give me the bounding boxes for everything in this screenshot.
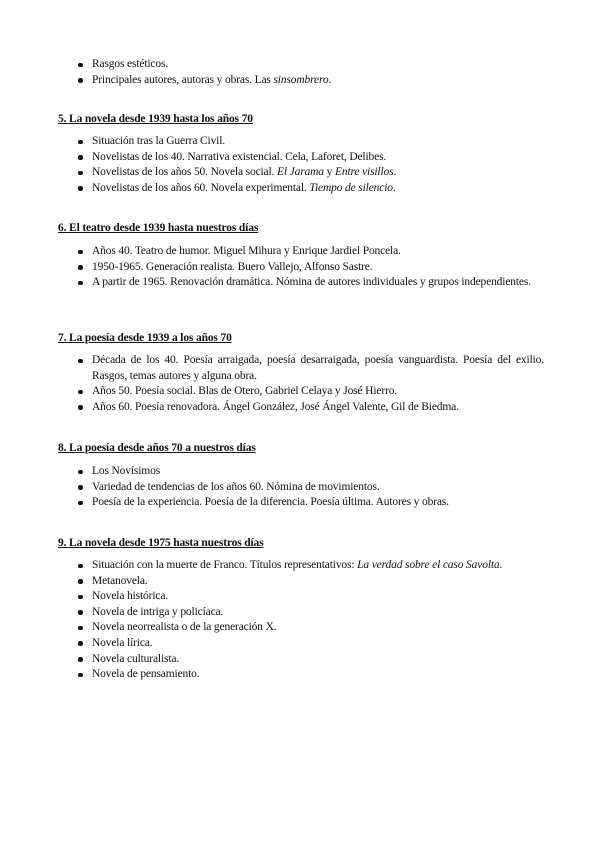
bullet-icon bbox=[78, 579, 83, 584]
list-item bbox=[78, 574, 544, 590]
list-item bbox=[78, 667, 544, 683]
item-text: Novelistas de los 40. Narrativa existencial. Cela, Laforet, Delibes. bbox=[92, 150, 387, 163]
bullet-icon bbox=[78, 595, 83, 600]
item-text-after: . bbox=[499, 559, 503, 571]
bullet-icon bbox=[78, 673, 83, 678]
section-list bbox=[78, 134, 544, 196]
list-item bbox=[78, 150, 544, 166]
section-list bbox=[78, 244, 544, 291]
item-text-after: . bbox=[392, 181, 396, 194]
item-italic-text: Entre visillos bbox=[334, 166, 394, 179]
section-heading: 6. El teatro desde 1939 hasta nuestros días bbox=[58, 222, 259, 234]
list-item bbox=[78, 244, 544, 260]
list-item bbox=[78, 353, 544, 384]
list-item bbox=[78, 589, 544, 605]
bullet-icon bbox=[78, 501, 83, 506]
list-item bbox=[78, 73, 544, 89]
list-item bbox=[78, 620, 544, 636]
item-text: Situación con la muerte de Franco. Títulos representativos: bbox=[92, 559, 358, 571]
item-text: Rasgos estéticos. bbox=[92, 58, 169, 70]
list-item bbox=[78, 400, 544, 416]
item-text-mid: y bbox=[323, 166, 335, 179]
item-text-after: . bbox=[328, 73, 332, 86]
item-italic-text: sinsombrero bbox=[273, 73, 329, 86]
item-text: Década de los 40. Poesía arraigada, poesía desarraigada, poesía vanguardista. Poesía del exilio. Rasgos, temas autores y alguna obra. bbox=[92, 354, 544, 382]
item-text: Novela neorrealista o de la generación X. bbox=[92, 621, 277, 634]
item-text: Novelistas de los años 50. Novela social. bbox=[92, 166, 278, 179]
bullet-icon bbox=[78, 265, 83, 270]
item-text: Años 50. Poesía social. Blas de Otero, Gabriel Celaya y José Hierro. bbox=[92, 385, 398, 398]
bullet-icon bbox=[78, 610, 83, 615]
bullet-icon bbox=[78, 626, 83, 631]
item-text: Novela de pensamiento. bbox=[92, 668, 200, 681]
bullet-icon bbox=[78, 641, 83, 646]
list-item bbox=[78, 636, 544, 652]
item-text-after: . bbox=[393, 166, 397, 179]
list-item bbox=[78, 181, 544, 197]
list-item bbox=[78, 260, 544, 276]
item-text: Novela culturalista. bbox=[92, 652, 180, 665]
section-heading: 9. La novela desde 1975 hasta nuestros días bbox=[58, 537, 264, 549]
list-item bbox=[78, 652, 544, 668]
bullet-icon bbox=[78, 63, 83, 68]
section-heading: 8. La poesía desde años 70 a nuestros días bbox=[58, 442, 256, 454]
item-text: Principales autores, autoras y obras. Las bbox=[92, 73, 274, 86]
bullet-icon bbox=[78, 359, 83, 364]
section-heading: 7. La poesía desde 1939 a los años 70 bbox=[58, 332, 232, 344]
bullet-icon bbox=[78, 485, 83, 490]
item-italic-text: Tiempo de silencio bbox=[309, 181, 393, 194]
bullet-icon bbox=[78, 155, 83, 160]
list-item bbox=[78, 464, 544, 480]
item-text: Novela histórica. bbox=[92, 590, 169, 603]
bullet-icon bbox=[78, 250, 83, 255]
list-item bbox=[78, 605, 544, 621]
section-list bbox=[78, 464, 544, 511]
item-italic-text: La verdad sobre el caso Savolta bbox=[357, 559, 500, 571]
item-text: Años 60. Poesía renovadora. Ángel González, José Ángel Valente, Gil de Biedma. bbox=[92, 400, 459, 413]
section-list bbox=[78, 353, 544, 415]
item-italic-text: El Jarama bbox=[277, 166, 324, 179]
item-text: Situación tras la Guerra Civil. bbox=[92, 135, 225, 147]
item-text: Novela lírica. bbox=[92, 636, 153, 649]
list-item bbox=[78, 275, 544, 291]
item-text: 1950-1965. Generación realista. Buero Vallejo, Alfonso Sastre. bbox=[92, 260, 373, 273]
list-item bbox=[78, 384, 544, 400]
bullet-icon bbox=[78, 564, 83, 569]
section-heading: 5. La novela desde 1939 hasta los años 70 bbox=[58, 113, 253, 125]
list-item bbox=[78, 558, 544, 574]
list-item bbox=[78, 134, 544, 150]
item-text: Novela de intriga y policíaca. bbox=[92, 605, 224, 618]
item-text: Variedad de tendencias de los años 60. Nómina de movimientos. bbox=[92, 480, 380, 493]
item-text: Metanovela. bbox=[92, 574, 148, 587]
list-item bbox=[78, 57, 544, 73]
bullet-icon bbox=[78, 171, 83, 176]
list-item bbox=[78, 480, 544, 496]
list-item bbox=[78, 165, 544, 181]
bullet-icon bbox=[78, 405, 83, 410]
item-text: Poesía de la experiencia. Poesía de la diferencia. Poesía última. Autores y obras. bbox=[92, 496, 449, 509]
bullet-icon bbox=[78, 281, 83, 286]
item-text: Años 40. Teatro de humor. Miguel Mihura y Enrique Jardiel Poncela. bbox=[92, 245, 401, 257]
bullet-icon bbox=[78, 470, 83, 475]
bullet-icon bbox=[78, 390, 83, 395]
item-text: A partir de 1965. Renovación dramática. Nómina de autores individuales y grupos independientes. bbox=[92, 276, 531, 289]
bullet-icon bbox=[78, 140, 83, 145]
bullet-icon bbox=[78, 186, 83, 191]
item-text: Novelistas de los años 60. Novela experimental. bbox=[92, 181, 310, 194]
section-list bbox=[78, 558, 544, 683]
bullet-icon bbox=[78, 657, 83, 662]
list-item bbox=[78, 495, 544, 511]
section-list bbox=[78, 57, 544, 88]
bullet-icon bbox=[78, 78, 83, 83]
item-text: Los Novísimos bbox=[92, 465, 161, 477]
